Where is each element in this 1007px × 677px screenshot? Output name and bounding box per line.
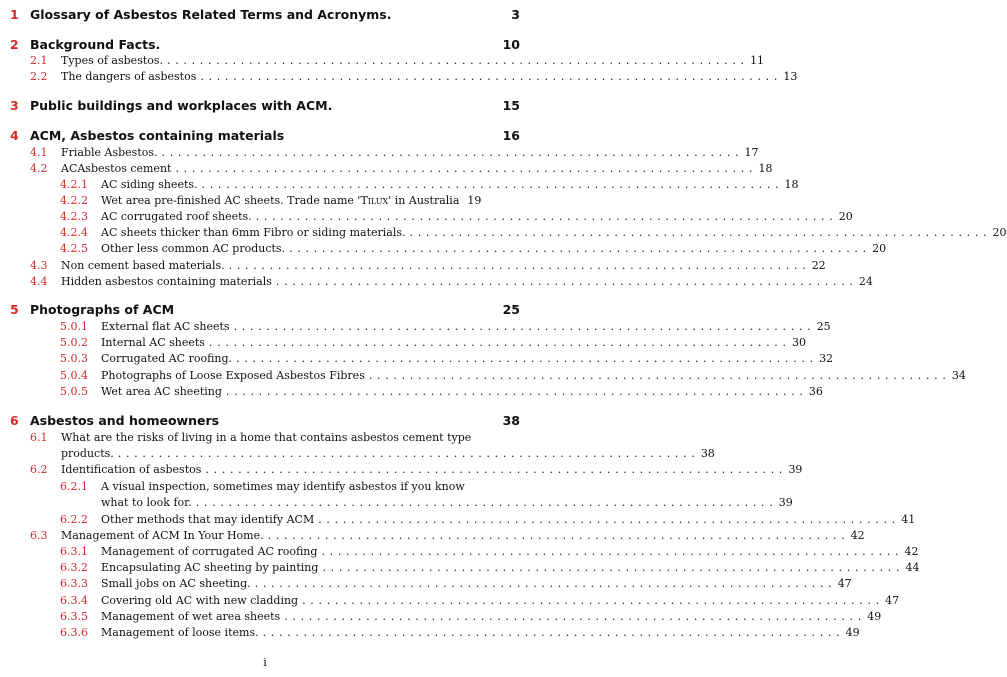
entry-number: 5.0.3 xyxy=(60,352,88,365)
entry-title: Internal AC sheets xyxy=(101,336,205,349)
entry-page: 34 xyxy=(951,369,966,382)
section-number: 3 xyxy=(10,98,19,113)
entry-number: 5.0.5 xyxy=(60,385,88,398)
section-title: Background Facts. xyxy=(30,37,161,52)
entry-number: 4.1 xyxy=(30,146,48,159)
entry-page: 47 xyxy=(837,577,852,590)
dot-leader xyxy=(256,209,833,225)
entry-number: 6.3.2 xyxy=(60,561,88,574)
entry-number: 4.4 xyxy=(30,275,48,288)
entry-number: 4.2.1 xyxy=(60,178,88,191)
dot-leader xyxy=(167,53,744,69)
entry-number: 6.3.1 xyxy=(60,545,88,558)
entry-number: 2.2 xyxy=(30,70,48,83)
entry-title-line1: What are the risks of living in a home that contains asbestos cement type xyxy=(61,431,472,444)
entry-page: 18 xyxy=(758,162,773,175)
entry-number: 6.3.6 xyxy=(60,626,88,639)
entry-page: 44 xyxy=(905,561,920,574)
page-number: i xyxy=(263,656,267,669)
entry-title: Encapsulating AC sheeting by painting xyxy=(101,561,319,574)
entry-number: 6.2.1 xyxy=(60,480,88,493)
toc-entry-2-1[interactable] xyxy=(30,53,765,69)
toc-entry-6-2-1-continued[interactable] xyxy=(60,495,793,511)
entry-title: Hidden asbestos containing materials xyxy=(61,275,272,288)
entry-title: ACAsbestos cement xyxy=(61,162,172,175)
entry-page: 19 xyxy=(467,194,482,207)
entry-number: 6.3.5 xyxy=(60,610,88,623)
entry-number: 5.0.4 xyxy=(60,369,88,382)
toc-entry-4-2-3[interactable] xyxy=(60,209,853,225)
toc-entry-6-2-2[interactable] xyxy=(60,512,916,528)
toc-entry-4-2[interactable] xyxy=(30,161,773,177)
entry-number: 6.1 xyxy=(30,431,48,444)
toc-entry-4-2-1[interactable] xyxy=(60,177,799,193)
entry-page: 20 xyxy=(872,242,887,255)
section-number: 4 xyxy=(10,128,19,143)
entry-title: Other methods that may identify ACM xyxy=(101,513,315,526)
toc-entry-6-3-6[interactable] xyxy=(60,625,860,641)
entry-title: AC corrugated roof sheets. xyxy=(101,210,252,223)
entry-number: 6.3.4 xyxy=(60,594,88,607)
toc-entry-6-3-2[interactable] xyxy=(60,560,920,576)
dot-leader xyxy=(268,528,845,544)
entry-title: Management of wet area sheets xyxy=(101,610,281,623)
toc-entry-5-0-5[interactable] xyxy=(60,384,823,400)
entry-title: Non cement based materials. xyxy=(61,259,225,272)
entry-title: Small jobs on AC sheeting. xyxy=(101,577,251,590)
section-page: 16 xyxy=(502,128,520,143)
dot-leader xyxy=(196,495,773,511)
entry-number: 6.3 xyxy=(30,529,48,542)
entry-page: 17 xyxy=(744,146,759,159)
entry-title: Photographs of Loose Exposed Asbestos Fibres xyxy=(101,369,365,382)
entry-title: Types of asbestos. xyxy=(61,54,164,67)
entry-page: 13 xyxy=(783,70,798,83)
entry-page: 38 xyxy=(700,447,715,460)
entry-page: 49 xyxy=(845,626,860,639)
toc-entry-4-4[interactable] xyxy=(30,274,873,290)
entry-number: 5.0.2 xyxy=(60,336,88,349)
toc-section-3[interactable] xyxy=(10,97,520,115)
dot-leader xyxy=(205,462,782,478)
toc-section-6[interactable] xyxy=(10,412,520,430)
entry-title: Friable Asbestos. xyxy=(61,146,158,159)
toc-entry-6-3-1[interactable] xyxy=(60,544,919,560)
entry-title: The dangers of asbestos xyxy=(61,70,197,83)
section-title: Public buildings and workplaces with ACM. xyxy=(30,98,333,113)
entry-page: 42 xyxy=(850,529,865,542)
section-title: ACM, Asbestos containing materials xyxy=(30,128,285,143)
entry-number: 6.2.2 xyxy=(60,513,88,526)
entry-title: AC sheets thicker than 6mm Fibro or siding materials. xyxy=(101,226,406,239)
entry-title: Covering old AC with new cladding xyxy=(101,594,299,607)
entry-title: Corrugated AC roofing. xyxy=(101,352,233,365)
toc-entry-4-3[interactable] xyxy=(30,258,826,274)
dot-leader xyxy=(255,576,832,592)
entry-page: 22 xyxy=(811,259,826,272)
dot-leader xyxy=(318,512,895,528)
dot-leader xyxy=(209,335,786,351)
toc-entry-6-1[interactable] xyxy=(30,430,520,446)
section-title: Asbestos and homeowners xyxy=(30,413,220,428)
entry-number: 4.2.2 xyxy=(60,194,88,207)
toc-entry-6-2[interactable] xyxy=(30,462,803,478)
entry-page: 25 xyxy=(816,320,831,333)
entry-title: Management of corrugated AC roofing xyxy=(101,545,318,558)
dot-leader xyxy=(289,241,866,257)
section-number: 1 xyxy=(10,7,19,22)
section-page: 3 xyxy=(511,7,520,22)
entry-page: 30 xyxy=(791,336,806,349)
toc-entry-6-2-1[interactable] xyxy=(60,479,520,495)
entry-title: Management of loose items. xyxy=(101,626,259,639)
entry-number: 4.2 xyxy=(30,162,48,175)
toc-section-5[interactable] xyxy=(10,301,520,319)
entry-page: 20 xyxy=(838,210,853,223)
section-number: 2 xyxy=(10,37,19,52)
entry-number: 4.2.3 xyxy=(60,210,88,223)
entry-page: 42 xyxy=(904,545,919,558)
section-number: 6 xyxy=(10,413,19,428)
entry-title-part: Wet area pre-finished AC sheets. Trade name ' xyxy=(101,194,361,207)
section-page: 15 xyxy=(502,98,520,113)
entry-title: External flat AC sheets xyxy=(101,320,230,333)
entry-page: 49 xyxy=(867,610,882,623)
toc-entry-5-0-1[interactable] xyxy=(60,319,831,335)
section-title: Glossary of Asbestos Related Terms and Acronyms. xyxy=(30,7,392,22)
toc-entry-5-0-3[interactable] xyxy=(60,351,834,367)
section-page: 38 xyxy=(502,413,520,428)
section-page: 10 xyxy=(502,37,520,52)
dot-leader xyxy=(229,258,806,274)
entry-title-part: ' in Australia xyxy=(388,194,460,207)
section-number: 5 xyxy=(10,302,19,317)
entry-page: 47 xyxy=(885,594,900,607)
dot-leader xyxy=(410,225,987,241)
entry-page: 24 xyxy=(858,275,873,288)
toc-entry-4-2-5[interactable] xyxy=(60,241,887,257)
entry-title: Management of ACM In Your Home. xyxy=(61,529,264,542)
toc-entry-4-2-4[interactable] xyxy=(60,225,1007,241)
entry-title: Identification of asbestos xyxy=(61,463,202,476)
dot-leader xyxy=(234,319,811,335)
toc-entry-4-2-2[interactable] xyxy=(60,193,520,209)
toc-entry-5-0-2[interactable] xyxy=(60,335,806,351)
section-page: 25 xyxy=(502,302,520,317)
dot-leader xyxy=(118,446,695,462)
dot-leader xyxy=(284,609,861,625)
toc-entry-4-1[interactable] xyxy=(30,145,759,161)
dot-leader xyxy=(175,161,752,177)
dot-leader xyxy=(321,544,898,560)
toc-entry-6-3[interactable] xyxy=(30,528,865,544)
dot-leader xyxy=(263,625,840,641)
dot-leader xyxy=(369,368,946,384)
entry-title: Wet area AC sheeting xyxy=(101,385,222,398)
entry-number: 2.1 xyxy=(30,54,48,67)
dot-leader xyxy=(200,69,777,85)
entry-number: 6.2 xyxy=(30,463,48,476)
toc-page xyxy=(10,0,1007,677)
entry-title xyxy=(101,193,459,209)
entry-number: 4.2.4 xyxy=(60,226,88,239)
entry-number: 4.2.5 xyxy=(60,242,88,255)
entry-page: 18 xyxy=(784,178,799,191)
section-title: Photographs of ACM xyxy=(30,302,175,317)
entry-number: 4.3 xyxy=(30,259,48,272)
entry-title: Other less common AC products. xyxy=(101,242,286,255)
entry-number: 5.0.1 xyxy=(60,320,88,333)
toc-entry-6-1-continued[interactable] xyxy=(30,446,715,462)
toc-section-4[interactable] xyxy=(10,127,520,145)
entry-title: AC siding sheets. xyxy=(101,178,198,191)
trade-name: Tilux xyxy=(360,194,389,207)
dot-leader xyxy=(322,560,899,576)
entry-title-line1: A visual inspection, sometimes may identify asbestos if you know xyxy=(101,480,465,493)
entry-page: 39 xyxy=(788,463,803,476)
entry-title-line2: what to look for. xyxy=(101,496,192,509)
dot-leader xyxy=(202,177,779,193)
entry-page: 41 xyxy=(901,513,916,526)
entry-page: 32 xyxy=(819,352,834,365)
dot-leader xyxy=(276,274,853,290)
toc-section-1[interactable] xyxy=(10,6,520,24)
entry-page: 36 xyxy=(808,385,823,398)
entry-number: 6.3.3 xyxy=(60,577,88,590)
toc-entry-2-2[interactable] xyxy=(30,69,798,85)
entry-page: 11 xyxy=(750,54,765,67)
entry-title-line2: products. xyxy=(61,447,114,460)
dot-leader xyxy=(302,593,879,609)
dot-leader xyxy=(162,145,739,161)
toc-entry-6-3-3[interactable] xyxy=(60,576,852,592)
dot-leader xyxy=(226,384,803,400)
toc-entry-6-3-4[interactable] xyxy=(60,593,900,609)
toc-section-2[interactable] xyxy=(10,36,520,54)
toc-entry-6-3-5[interactable] xyxy=(60,609,882,625)
dot-leader xyxy=(236,351,813,367)
entry-page: 39 xyxy=(778,496,793,509)
toc-entry-5-0-4[interactable] xyxy=(60,368,966,384)
entry-page: 20 xyxy=(992,226,1007,239)
